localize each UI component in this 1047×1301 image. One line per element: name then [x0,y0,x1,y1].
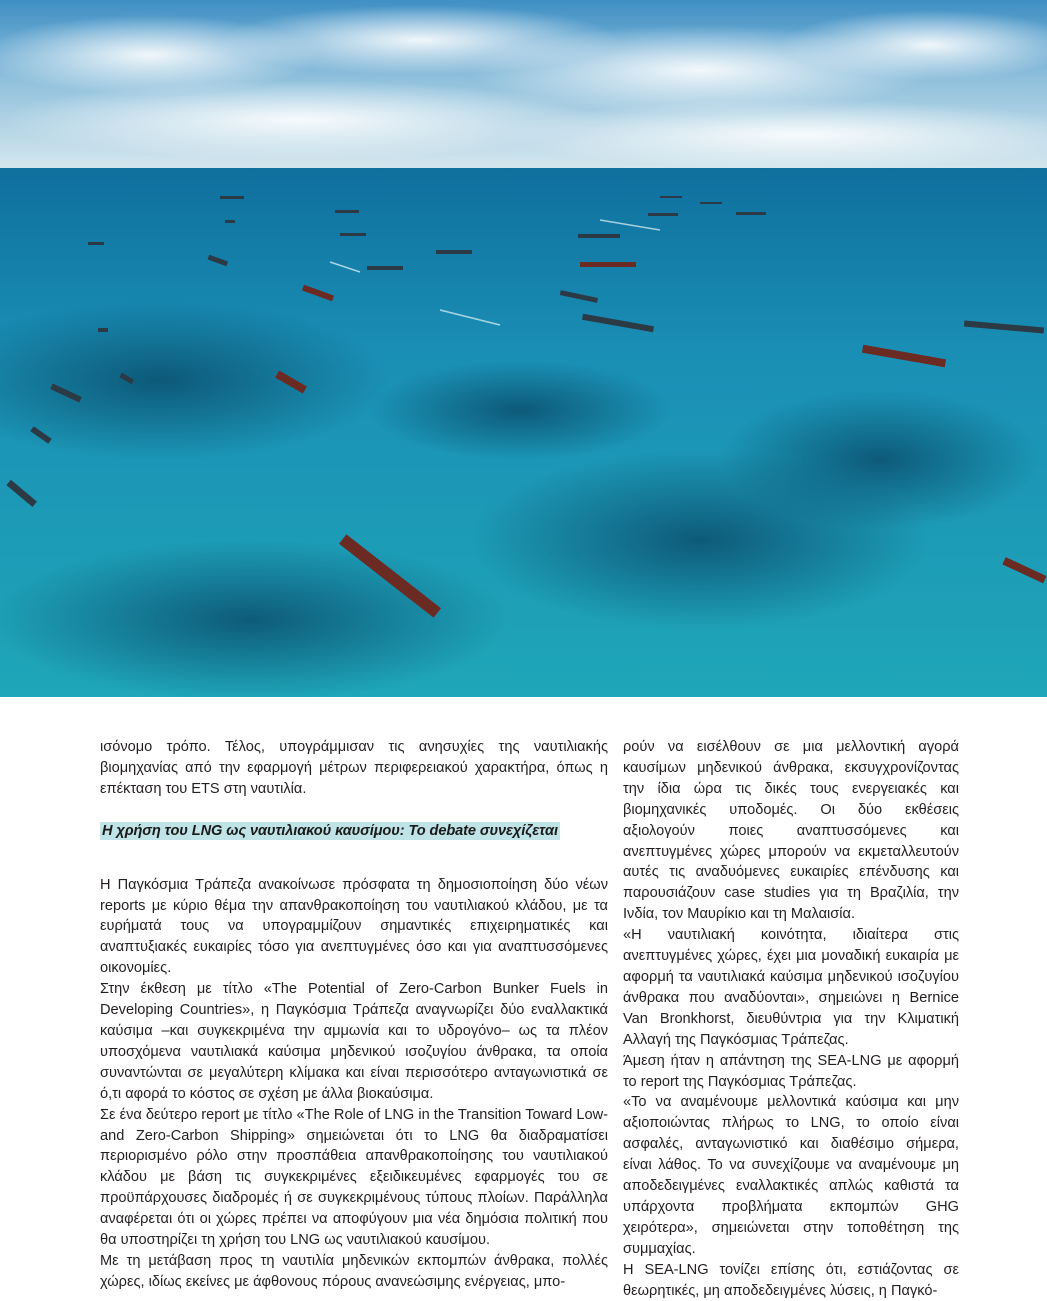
left-paragraph-1: ισόνομο τρόπο. Τέλος, υπογράμμισαν τις ανησυχίες της ναυτιλιακής βιομηχανίας από την εφαρμογή μέτρων περιφερειακού χαρακτήρα, όπως η επέκταση του ETS στη ναυτιλία. [100,739,608,797]
right-paragraph-2: «Η ναυτιλιακή κοινότητα, ιδιαίτερα στις ανεπτυγμένες χώρες, έχει μια μοναδική ευκαιρία με αφορμή τα ναυτιλιακά καύσιμα μηδενικού ισοζυγίου άνθρακα που αναδύονται», σημειώνει η Bernice Van Bronkhorst, διευθύντρια για την Κλιματική Αλλαγή της Παγκόσμιας Τράπεζας. [623,927,959,1048]
right-column [623,737,959,1301]
right-paragraph-3: Άμεση ήταν η απάντηση της SEA-LNG με αφορμή το report της Παγκόσμιας Τράπεζας. [623,1052,959,1090]
section-heading: Η χρήση του LNG ως ναυτιλιακού καυσίμου: Το debate συνεχίζεται [102,822,558,839]
left-paragraph-3: Στην έκθεση με τίτλο «The Potential of Zero-Carbon Bunker Fuels in Developing Countries», η Παγκόσμια Τράπεζα αναγνωρίζει δύο εναλλακτικά καύσιμα –και συγκεκριμένα την αμμωνία και το υδρογόνο– ως τα πλέον υποσχόμενα ναυτιλιακά καύσιμα μηδενικού ισοζυγίου άνθρακα, τα οποία συναντώνται σε μεγαλύτερη κλίμακα και είναι περισσότερο ανταγωνιστικά σε ό,τι αφορά το κόστος σε σχέση με άλλα βιοκαύσιμα. [100,981,608,1102]
left-paragraph-4: Σε ένα δεύτερο report με τίτλο «The Role of LNG in the Transition Toward Low- and Zero-Carbon Shipping» σημειώνεται ότι το LNG θα διαδραματίσει περιορισμένο ρόλο στην προσπάθεια απανθρακοποίησης του ναυτιλιακού κλάδου με βάση τις συγκεκριμένες εξειδικευμένες εφαρμογές του σε προϋπάρχουσες διαδρομές ή σε συγκεκριμένους τύπους πλοίων. Παράλληλα αναφέρεται ότι οι χώρες πρέπει να αποφύγουν μια νέα δημόσια πολιτική που θα υποστηρίζει τη χρήση του LNG ως ναυτιλιακού καυσίμου. [100,1106,608,1249]
right-paragraph-5: Η SEA-LNG τονίζει επίσης ότι, εστιάζοντας σε θεωρητικές, μη αποδεδειγμένες λύσεις, η Παγκό- [623,1261,959,1299]
section-heading-wrap [100,821,608,842]
right-paragraph-1: ρούν να εισέλθουν σε μια μελλοντική αγορά καυσίμων μηδενικού άνθρακα, εκσυγχρονίζοντας την ίδια ώρα τις δικές τους ενεργειακές και βιομηχανικές υποδομές. Οι δύο εκθέσεις αξιολογούν ποιες αναπτυσσόμενες και ανεπτυγμένες χώρες μπορούν να εκμεταλλευτούν αυτές τις αναδυόμενες ευκαιρίες επένδυσης και παρουσιάζουν case studies για τη Βραζιλία, την Ινδία, τον Μαυρίκιο και τη Μαλαισία. [623,739,959,923]
right-paragraph-4: «Το να αναμένουμε μελλοντικά καύσιμα και μην αξιοποιώντας πλήρως το LNG, το οποίο είναι ασφαλές, ανταγωνιστικό και διαθέσιμο σήμερα, είναι λάθος. Το να συνεχίζουμε να αναμένουμε μη αποδεδειγμένες εναλλακτικές απλώς καθιστά τα υπάρχοντα προβλήματα εκπομπών GHG χειρότερα», σημειώνεται στην τοποθέτηση της συμμαχίας. [623,1094,959,1257]
left-column [100,737,608,1293]
left-paragraph-2: Η Παγκόσμια Τράπεζα ανακοίνωσε πρόσφατα τη δημοσιοποίηση δύο νέων reports με κύριο θέμα την απανθρακοποίηση του ναυτιλιακού κλάδου, με τα ευρήματά τους να υπογραμμίζουν σημαντικές επιχειρηματικές και αναπτυξιακές ευκαιρίες τόσο για ανεπτυγμένες όσο και για αναπτυσσόμενες οικονομίες. [100,876,608,977]
left-paragraph-5: Με τη μετάβαση προς τη ναυτιλία μηδενικών εκπομπών άνθρακα, πολλές χώρες, ιδίως εκείνες με άφθονους πόρους ανανεώσιμης ενέργειας, μπο- [100,1252,608,1290]
